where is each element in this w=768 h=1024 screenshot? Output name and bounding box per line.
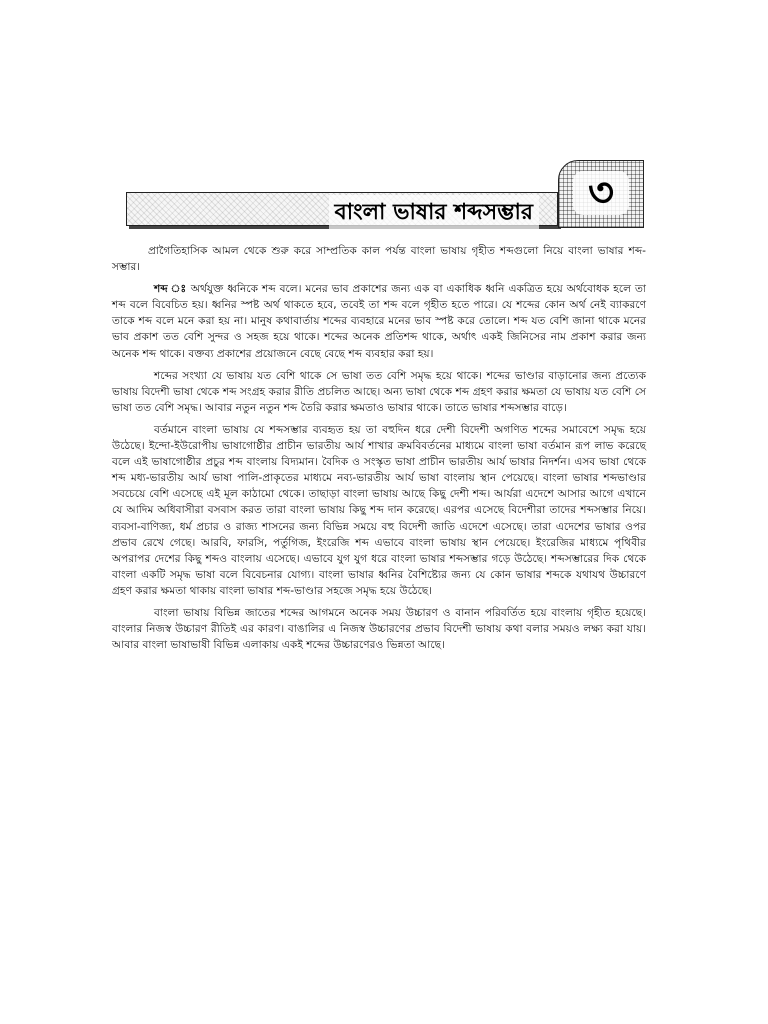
paragraph-history: বর্তমানে বাংলা ভাষায় যে শব্দসম্ভার ব্যবহৃত হয় তা বহুদিন ধরে দেশী বিদেশী অগণিত শব্দের সমাবেশে সমৃদ্ধ হয়ে উঠেছে। ইন্দো-ইউরোপীয় ভাষাগোষ্ঠীর প্রাচীন ভারতীয় আর্য শাখার ক্রমবিবর্তনের মাধ্যমে বাংলা ভাষা বর্তমান রূপ লাভ করেছে বলে এই ভাষাগোষ্ঠীর প্রচুর শব্দ বাংলায় বিদ্যমান। বৈদিক ও সংস্কৃত ভাষা প্রাচীন ভারতীয় আর্য ভাষার নিদর্শন। এসব ভাষা থেকে শব্দ মধ্য-ভারতীয় আর্য ভাষা পালি-প্রাকৃতের মাধ্যমে নব্য-ভারতীয় আর্য ভাষা বাংলায় স্থান পেয়েছে। বাংলা ভাষার শব্দভাণ্ডার সবচেয়ে বেশি এসেছে এই মূল কাঠামো থেকে। তাছাড়া বাংলা ভাষায় আছে কিছু দেশী শব্দ। আর্যরা এদেশে আসার আগে এখানে যে আদিম অধিবাসীরা বসবাস করত তারা বাংলা ভাষায় কিছু শব্দ দান করেছে। এরপর এসেছে বিদেশীরা তাদের শব্দসম্ভার নিয়ে। ব্যবসা-বাণিজ্য, ধর্ম প্রচার ও রাজ্য শাসনের জন্য বিভিন্ন সময়ে বহু বিদেশী জাতি এদেশে এসেছে। তারা এদেশের ভাষার ওপর প্রভাব রেখে গেছে। আরবি, ফারসি, পর্তুগিজ, ইংরেজি শব্দ এভাবে বাংলা ভাষায় স্থান পেয়েছে। ইংরেজির মাধ্যমে পৃথিবীর অপরাপর দেশের কিছু শব্দও বাংলায় এসেছে। এভাবে যুগ যুগ ধরে বাংলা ভাষার শব্দসম্ভার গড়ে উঠেছে। শব্দসম্ভারের দিক থেকে বাংলা একটি সমৃদ্ধ ভাষা বলে বিবেচনার যোগ্য। বাংলা ভাষার ধ্বনির বৈশিষ্ট্যের জন্য যে কোন ভাষার শব্দকে যথাযথ উচ্চারণে গ্রহণ করার ক্ষমতা থাকায় বাংলা ভাষার শব্দ-ভাণ্ডার সহজে সমৃদ্ধ হয়ে উঠেছে।	[112, 423, 646, 597]
chapter-header	[126, 170, 646, 230]
paragraph-intro: প্রাগৈতিহাসিক আমল থেকে শুরু করে সাম্প্রতিক কাল পর্যন্ত বাংলা ভাষায় গৃহীত শব্দগুলো নিয়ে বাংলা ভাষার শব্দ-সম্ভার।	[112, 245, 646, 274]
chapter-number-box	[558, 160, 644, 228]
chapter-title: বাংলা ভাষার শব্দসম্ভার	[329, 195, 539, 232]
chapter-title-banner	[126, 192, 558, 226]
paragraph-pronunciation: বাংলা ভাষায় বিভিন্ন জাতের শব্দের আগমনে অনেক সময় উচ্চারণ ও বানান পরিবর্তিত হয়ে বাংলায় গৃহীত হয়েছে। বাংলার নিজস্ব উচ্চারণ রীতিই এর কারণ। বাঙালির এ নিজস্ব উচ্চারণের প্রভাব বিদেশী ভাষায় কথা বলার সময়ও লক্ষ্য করা যায়। আবার বাংলা ভাষাভাষী বিভিন্ন এলাকায় একই শব্দের উচ্চারণেরও ভিন্নতা আছে।	[112, 606, 646, 652]
chapter-number: ৩	[573, 171, 629, 215]
definition-term: শব্দ ঃ	[154, 283, 187, 296]
paragraph-vocabulary-size: শব্দের সংখ্যা যে ভাষায় যত বেশি থাকে সে ভাষা তত বেশি সমৃদ্ধ হয়ে থাকে। শব্দের ভাণ্ডার বাড়ানোর জন্য প্রত্যেক ভাষায় বিদেশী ভাষা থেকে শব্দ সংগ্রহ করার রীতি প্রচলিত আছে। অন্য ভাষা থেকে শব্দ গ্রহণ করার ক্ষমতা যে ভাষায় যত বেশি সে ভাষা তত বেশি সমৃদ্ধ। আবার নতুন নতুন শব্দ তৈরি করার ক্ষমতাও ভাষার থাকে। তাতে ভাষার শব্দসম্ভার বাড়ে।	[112, 369, 646, 414]
paragraph-definition	[112, 281, 646, 361]
definition-text: অর্থযুক্ত ধ্বনিকে শব্দ বলে। মনের ভাব প্রকাশের জন্য এক বা একাধিক ধ্বনি একত্রিত হয়ে অর্থবোধক হলে তা শব্দ বলে বিবেচিত হয়। ধ্বনির স্পষ্ট অর্থ থাকতে হবে, তবেই তা শব্দ বলে গৃহীত হতে পারে। যে শব্দের কোন অর্থ নেই ব্যাকরণে তাকে শব্দ বলে মনে করা হয় না। মানুষ কথাবার্তায় শব্দের ব্যবহারে মনের ভাব স্পষ্ট করে তোলে। শব্দ যত বেশি জানা থাকে মনের ভাব প্রকাশ তত বেশি সুন্দর ও সহজ হয়ে থাকে। শব্দের অনেক প্রতিশব্দ থাকে, অর্থাৎ একই জিনিসের নাম প্রকাশ করার জন্য অনেক শব্দ থাকে। বক্তব্য প্রকাশের প্রয়োজনে বেছে বেছে শব্দ ব্যবহার করা হয়।	[112, 283, 646, 360]
body-text	[112, 243, 646, 659]
